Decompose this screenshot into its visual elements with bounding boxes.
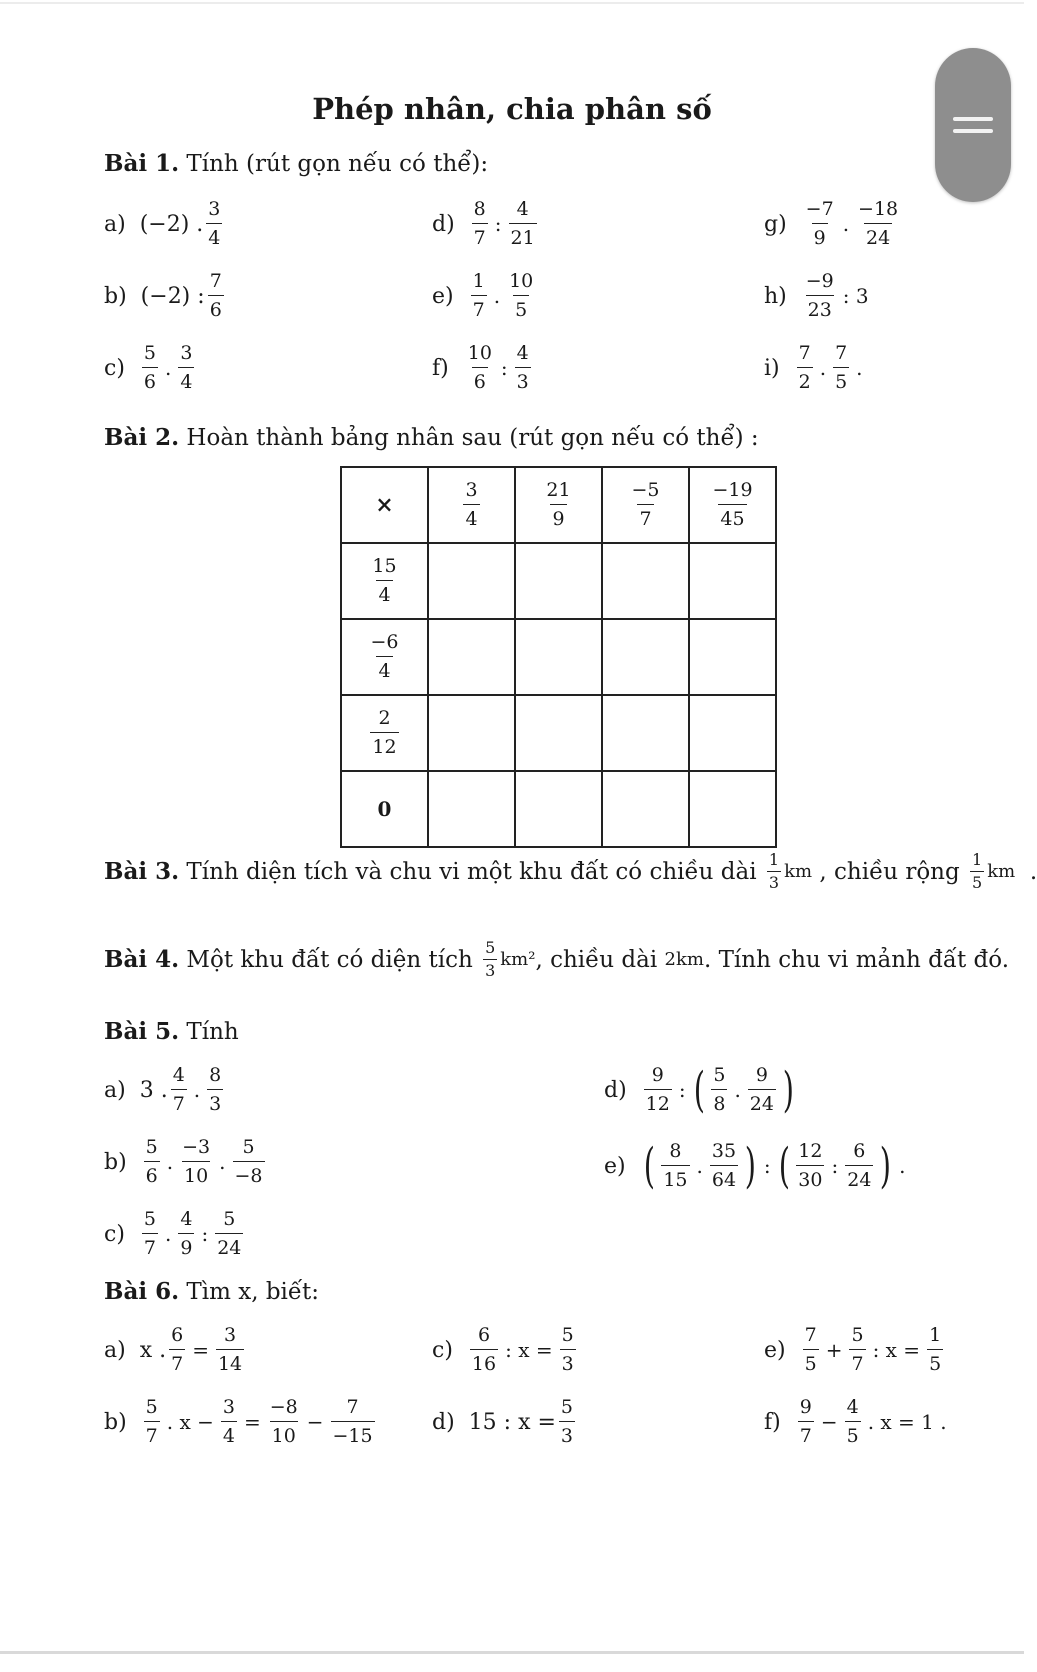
table-cell bbox=[602, 619, 689, 695]
bai6-item-a: a) x . $\frac{6}{7}$ = $\frac{3}{14}$ bbox=[104, 1324, 243, 1375]
row-header: 0 bbox=[341, 771, 428, 847]
fraction: $\frac{7}{2}$ bbox=[798, 342, 811, 393]
fraction: $\frac{8}{15}$ bbox=[663, 1140, 688, 1191]
fraction: $\frac{3}{4}$ bbox=[222, 1396, 235, 1447]
fraction: $\frac{5}{24}$ bbox=[217, 1208, 242, 1259]
bai6-text: Tìm x, biết: bbox=[186, 1279, 320, 1305]
fraction: $\frac{5}{-8}$ bbox=[234, 1136, 263, 1187]
table-corner: × bbox=[341, 467, 428, 543]
bai1-item-f: f) $\frac{10}{6}$ : $\frac{4}{3}$ bbox=[432, 342, 529, 393]
col-header: $\frac{3}{4}$ bbox=[428, 467, 515, 543]
fraction: $\frac{12}{30}$ bbox=[798, 1140, 823, 1191]
fraction: $\frac{3}{4}$ bbox=[180, 342, 193, 393]
bai6-item-f: f) $\frac{9}{7}$ − $\frac{4}{5}$ . x = 1 . bbox=[764, 1396, 947, 1447]
bai6-item-c: c) $\frac{6}{16}$ : x = $\frac{5}{3}$ bbox=[432, 1324, 574, 1375]
table-cell bbox=[515, 771, 602, 847]
fraction: $\frac{5}{7}$ bbox=[145, 1396, 158, 1447]
bai5-item-e: e) ( $\frac{8}{15}$ . $\frac{35}{64}$ ) : ( $\frac{12}{30}$ : $\frac{6}{24}$ ) . bbox=[604, 1138, 906, 1194]
bai1-item-i: i) $\frac{7}{2}$ . $\frac{7}{5}$ . bbox=[764, 342, 863, 393]
bai3-number: Bài 3. bbox=[104, 858, 180, 885]
fraction: $\frac{4}{7}$ bbox=[172, 1064, 185, 1115]
table-cell bbox=[689, 771, 776, 847]
fraction: $\frac{5}{7}$ bbox=[143, 1208, 156, 1259]
fraction: $\frac{9}{12}$ bbox=[645, 1064, 670, 1115]
multiplication-table bbox=[340, 466, 777, 848]
bai1-number: Bài 1. bbox=[104, 150, 180, 177]
fraction: $\frac{-8}{10}$ bbox=[269, 1396, 298, 1447]
bai1-item-c: c) $\frac{5}{6}$ . $\frac{3}{4}$ bbox=[104, 342, 193, 393]
grip-line-icon bbox=[953, 129, 993, 133]
bai6-heading bbox=[104, 1278, 319, 1305]
bai6-item-e: e) $\frac{7}{5}$ + $\frac{5}{7}$ : x = $\frac{1}{5}$ bbox=[764, 1324, 942, 1375]
fraction: $\frac{4}{21}$ bbox=[510, 198, 535, 249]
table-cell bbox=[515, 543, 602, 619]
fraction: $\frac{7}{5}$ bbox=[804, 1324, 817, 1375]
fraction: $\frac{5}{6}$ bbox=[145, 1136, 158, 1187]
table-cell bbox=[428, 619, 515, 695]
bai5-text: Tính bbox=[186, 1019, 239, 1045]
table-cell bbox=[689, 543, 776, 619]
bai5-heading bbox=[104, 1018, 239, 1045]
bottom-divider bbox=[0, 1651, 1024, 1654]
bai1-item-g: g) $\frac{-7}{9}$ . $\frac{-18}{24}$ bbox=[764, 198, 899, 249]
bai1-item-d: d) $\frac{8}{7}$ : $\frac{4}{21}$ bbox=[432, 198, 535, 249]
row-header: $\frac{15}{4}$ bbox=[341, 543, 428, 619]
fraction: $\frac{5}{7}$ bbox=[851, 1324, 864, 1375]
bai2-text: Hoàn thành bảng nhân sau (rút gọn nếu có thể) : bbox=[186, 425, 759, 451]
fraction: $\frac{3}{14}$ bbox=[217, 1324, 243, 1375]
bai1-text: Tính (rút gọn nếu có thể): bbox=[186, 151, 489, 177]
fraction: $\frac{-18}{24}$ bbox=[858, 198, 899, 249]
table-cell bbox=[428, 695, 515, 771]
bai2-heading bbox=[104, 424, 759, 451]
fraction: $\frac{8}{7}$ bbox=[473, 198, 486, 249]
bai5-item-b: b) $\frac{5}{6}$ . $\frac{-3}{10}$ . $\frac{5}{-8}$ bbox=[104, 1136, 263, 1187]
bai5-number: Bài 5. bbox=[104, 1018, 180, 1045]
fraction: $\frac{1}{7}$ bbox=[472, 270, 485, 321]
bai1-item-h: h) $\frac{-9}{23}$ : 3 bbox=[764, 270, 869, 321]
fraction: $\frac{9}{24}$ bbox=[749, 1064, 774, 1115]
bai4-number: Bài 4. bbox=[104, 946, 180, 973]
fraction: $\frac{6}{24}$ bbox=[847, 1140, 872, 1191]
table-cell bbox=[515, 695, 602, 771]
fraction: $\frac{9}{7}$ bbox=[799, 1396, 812, 1447]
table-cell bbox=[602, 543, 689, 619]
fraction: $\frac{1}{5}$ bbox=[972, 850, 983, 892]
fraction: $\frac{1}{3}$ bbox=[768, 850, 780, 892]
bai6-item-d: d) 15 : x = $\frac{5}{3}$ bbox=[432, 1396, 573, 1447]
bai3-line: Bài 3. Tính diện tích và chu vi một khu đất có chiều dài $\frac{1}{3}$ km , chiều rộng $\frac{1}{5}$ km . bbox=[104, 850, 1037, 892]
fraction: $\frac{6}{7}$ bbox=[171, 1324, 184, 1375]
fraction: $\frac{7}{5}$ bbox=[835, 342, 848, 393]
fraction: $\frac{4}{5}$ bbox=[846, 1396, 859, 1447]
bai5-item-c: c) $\frac{5}{7}$ . $\frac{4}{9}$ : $\frac{5}{24}$ bbox=[104, 1208, 242, 1259]
bai1-item-a: a) (−2) . $\frac{3}{4}$ bbox=[104, 198, 221, 249]
bai6-number: Bài 6. bbox=[104, 1278, 180, 1305]
bai1-heading bbox=[104, 150, 488, 177]
fraction: $\frac{5}{3}$ bbox=[560, 1396, 573, 1447]
row-header: $\frac{-6}{4}$ bbox=[341, 619, 428, 695]
fraction: $\frac{3}{4}$ bbox=[208, 198, 221, 249]
fraction: $\frac{-9}{23}$ bbox=[805, 270, 834, 321]
fraction: $\frac{4}{9}$ bbox=[180, 1208, 193, 1259]
page-title: Phép nhân, chia phân số bbox=[312, 92, 712, 126]
table-header-row bbox=[341, 467, 776, 543]
top-divider bbox=[0, 2, 1024, 4]
fraction: $\frac{5}{3}$ bbox=[485, 938, 496, 980]
bai5-item-d: d) $\frac{9}{12}$ : ( $\frac{5}{8}$ . $\frac{9}{24}$ ) bbox=[604, 1062, 794, 1118]
table-cell bbox=[428, 543, 515, 619]
fraction: $\frac{5}{6}$ bbox=[143, 342, 156, 393]
bai1-item-e: e) $\frac{1}{7}$ . $\frac{10}{5}$ bbox=[432, 270, 534, 321]
table-row bbox=[341, 695, 776, 771]
table-row bbox=[341, 619, 776, 695]
table-cell bbox=[689, 695, 776, 771]
table-row bbox=[341, 543, 776, 619]
fraction: $\frac{7}{-15}$ bbox=[332, 1396, 373, 1447]
bai6-item-b: b) $\frac{5}{7}$ . x − $\frac{3}{4}$ = $\frac{-8}{10}$ − $\frac{7}{-15}$ bbox=[104, 1396, 373, 1447]
fraction: $\frac{7}{6}$ bbox=[209, 270, 222, 321]
col-header: $\frac{-5}{7}$ bbox=[602, 467, 689, 543]
fraction: $\frac{6}{16}$ bbox=[471, 1324, 497, 1375]
fraction: $\frac{4}{3}$ bbox=[516, 342, 529, 393]
bai4-line: Bài 4. Một khu đất có diện tích $\frac{5}{3}$ km² , chiều dài 2km . Tính chu vi mảnh đất đó. bbox=[104, 938, 1010, 980]
table-cell bbox=[515, 619, 602, 695]
fraction: $\frac{-7}{9}$ bbox=[805, 198, 834, 249]
bai1-item-b: b) (−2) : $\frac{7}{6}$ bbox=[104, 270, 222, 321]
bai2-number: Bài 2. bbox=[104, 424, 180, 451]
table-cell bbox=[689, 619, 776, 695]
fraction: $\frac{5}{8}$ bbox=[713, 1064, 726, 1115]
fraction: $\frac{10}{6}$ bbox=[467, 342, 492, 393]
table-cell bbox=[602, 771, 689, 847]
bai5-item-a: a) 3 . $\frac{4}{7}$ . $\frac{8}{3}$ bbox=[104, 1064, 222, 1115]
table-cell bbox=[428, 771, 515, 847]
fraction: $\frac{10}{5}$ bbox=[509, 270, 534, 321]
fraction: $\frac{8}{3}$ bbox=[209, 1064, 222, 1115]
fraction: $\frac{5}{3}$ bbox=[561, 1324, 574, 1375]
fraction: $\frac{-3}{10}$ bbox=[182, 1136, 211, 1187]
fraction: $\frac{1}{5}$ bbox=[929, 1324, 942, 1375]
col-header: $\frac{21}{9}$ bbox=[515, 467, 602, 543]
table-row bbox=[341, 771, 776, 847]
row-header: $\frac{2}{12}$ bbox=[341, 695, 428, 771]
fraction: $\frac{35}{64}$ bbox=[711, 1140, 737, 1191]
table-cell bbox=[602, 695, 689, 771]
col-header: $\frac{-19}{45}$ bbox=[689, 467, 776, 543]
